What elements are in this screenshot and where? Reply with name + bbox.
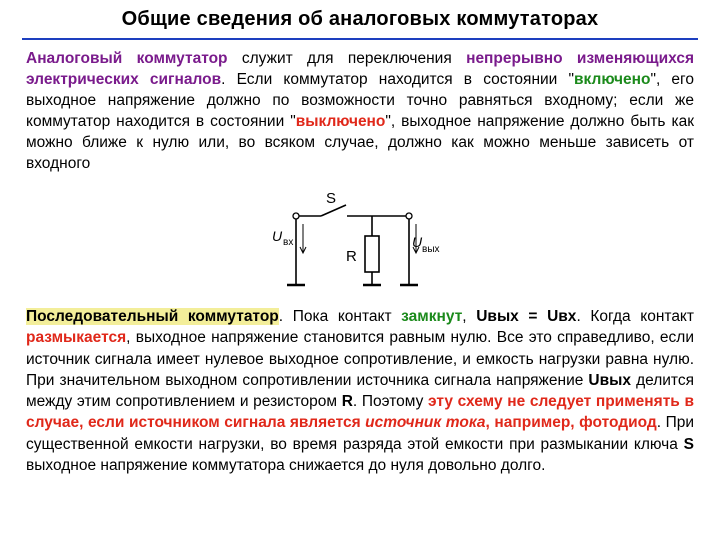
state-opening: размыкается bbox=[26, 329, 127, 347]
formula-uout-equals-uin: Uвых = Uвх bbox=[476, 308, 577, 325]
term-current-source: источник тока bbox=[365, 414, 486, 432]
text-fragment: . Поэтому bbox=[352, 393, 428, 411]
series-switch-circuit-diagram bbox=[260, 186, 450, 298]
term-continuous-signals: непрерывно изменяющихся электрических сигналов bbox=[26, 50, 694, 88]
text-fragment: . При существенной емкости нагрузки, во время разряда этой емкости при размыкании ключа bbox=[26, 414, 694, 453]
intro-paragraph bbox=[26, 48, 694, 174]
text-fragment: ", его выходное напряжение должно по возможности точно равняться входному; если же коммутатор находится в состоянии " bbox=[26, 71, 694, 130]
text-fragment: . Когда контакт bbox=[576, 308, 694, 325]
resistor bbox=[365, 236, 379, 272]
state-off: выключено bbox=[295, 113, 386, 130]
title-underline bbox=[22, 38, 698, 40]
term-analog-switch: Аналоговый коммутатор bbox=[26, 50, 228, 67]
term-photodiode: фотодиод bbox=[579, 414, 657, 432]
resistor-label: R bbox=[346, 248, 357, 265]
text-fragment: ", выходное напряжение должно быть как можно ближе к нулю или, во всяком случае, должно как можно меньше зависеть от входного bbox=[26, 113, 695, 172]
warning-current-source: эту схему не следует применять в случае, если источником сигнала является bbox=[26, 393, 695, 432]
output-voltage-subscript: вых bbox=[422, 244, 440, 255]
state-closed: замкнут bbox=[401, 308, 463, 325]
text-fragment: выходное напряжение коммутатора снижается до нуля довольно долго. bbox=[26, 457, 546, 475]
output-voltage-label: U bbox=[412, 234, 423, 250]
series-switch-paragraph bbox=[26, 306, 694, 476]
text-fragment: служит для переключения bbox=[227, 50, 467, 67]
text-fragment: делится между этим сопротивлением и резистором bbox=[26, 371, 694, 411]
term-series-switch: Последовательный коммутатор bbox=[26, 308, 279, 325]
term-switch-s: S bbox=[683, 435, 694, 453]
input-voltage-subscript: вх bbox=[283, 237, 294, 248]
input-terminal bbox=[293, 213, 299, 219]
state-on: включено bbox=[574, 71, 651, 88]
switch-label: S bbox=[326, 190, 337, 207]
text-fragment: . Если коммутатор находится в состоянии " bbox=[221, 71, 575, 88]
output-terminal bbox=[406, 213, 412, 219]
text-fragment: , bbox=[462, 308, 477, 325]
term-uout: Uвых bbox=[588, 371, 632, 389]
input-voltage-label: U bbox=[272, 228, 283, 244]
text-fragment: . Пока контакт bbox=[278, 308, 402, 325]
term-resistor-r: R bbox=[341, 393, 353, 411]
text-fragment: , выходное напряжение становится равным нулю. Все это справедливо, если источник сигнала имеет нулевое выходное сопротивление, и емкость нагрузки равна нулю. При значительном выходном сопротивлении источника сигнала напряжение bbox=[26, 329, 694, 389]
warning-example: , например, bbox=[485, 414, 580, 432]
page-title: Общие сведения об аналоговых коммутаторах bbox=[121, 8, 599, 30]
